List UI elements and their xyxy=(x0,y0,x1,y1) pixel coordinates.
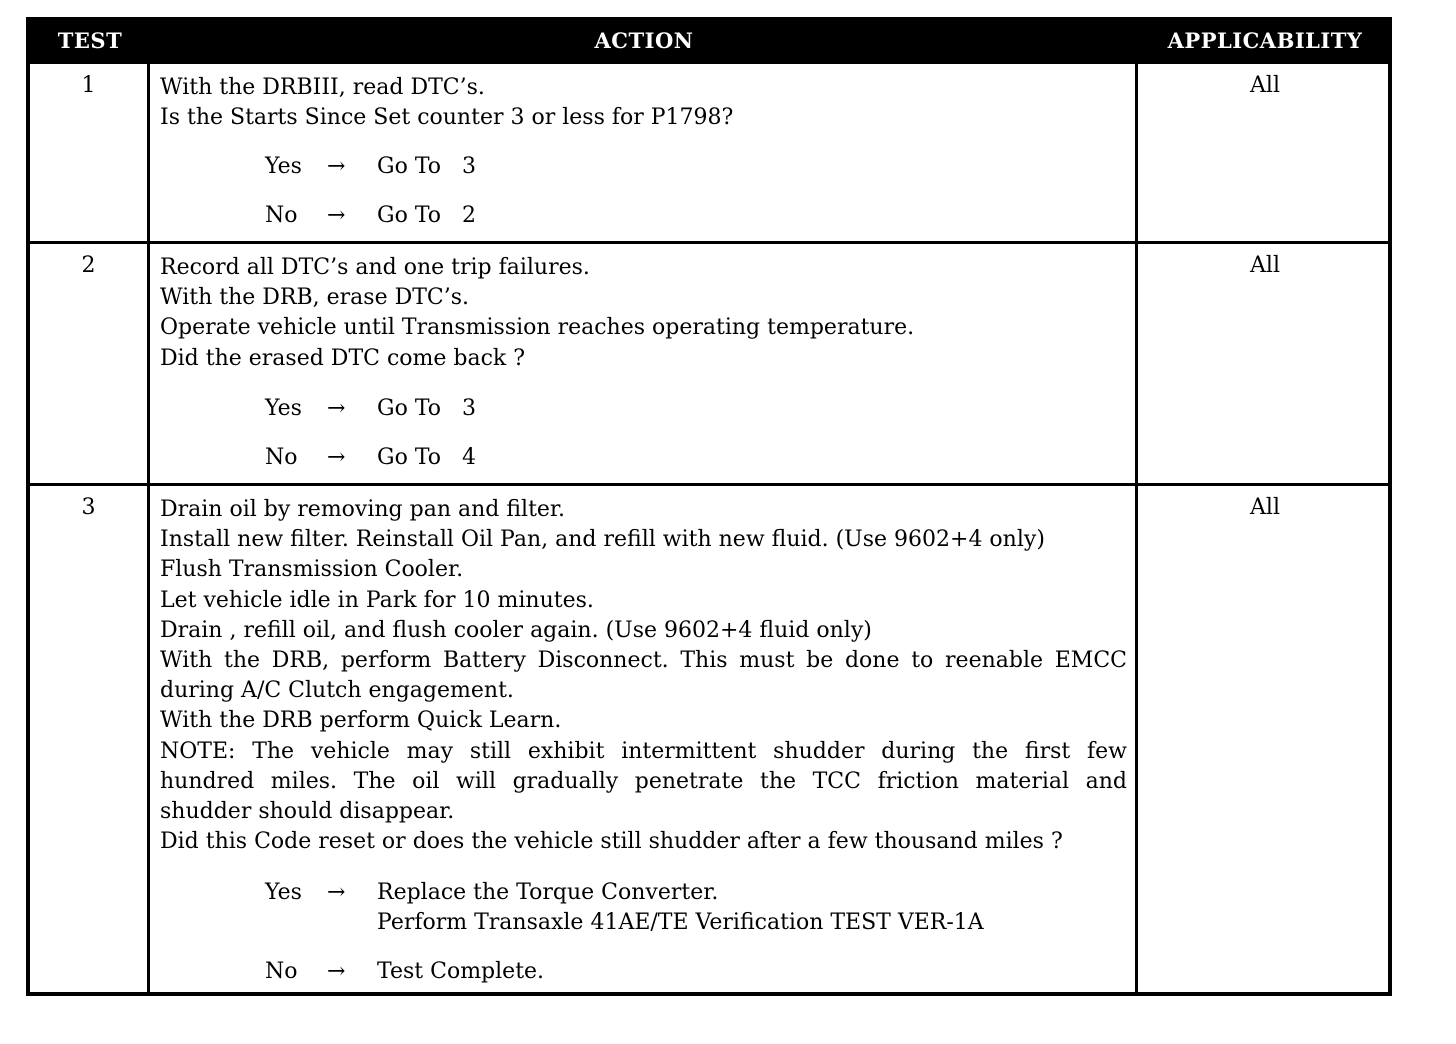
action-line: Did the erased DTC come back ? xyxy=(160,345,526,371)
action-line: Install new filter. Reinstall Oil Pan, and refill with new fluid. (Use 9602+4 only) xyxy=(160,527,1045,553)
applicability-cell xyxy=(1138,244,1392,486)
action-line: NOTE: The vehicle may still exhibit intermittent shudder during the first few xyxy=(160,738,1127,764)
action-line: hundred miles. The oil will gradually penetrate the TCC friction material and xyxy=(160,768,1127,794)
test-number-cell xyxy=(30,244,150,486)
action-line: With the DRB, perform Battery Disconnect. This must be done to reenable EMCC xyxy=(160,648,1127,674)
action-line: With the DRB perform Quick Learn. xyxy=(160,708,562,734)
action-line: during A/C Clutch engagement. xyxy=(160,678,514,704)
header-action: ACTION xyxy=(594,28,694,53)
action-line: With the DRB, erase DTC’s. xyxy=(160,285,470,311)
table-row xyxy=(30,483,1388,995)
header-test: TEST xyxy=(57,28,123,53)
answer-key: Yes xyxy=(265,396,302,421)
action-line: Operate vehicle until Transmission reaches operating temperature. xyxy=(160,315,915,341)
action-line: Drain oil by removing pan and filter. xyxy=(160,497,566,522)
answer-key: No xyxy=(265,445,298,470)
applicability-value: All xyxy=(1250,73,1280,98)
arrow-icon: → xyxy=(327,203,346,228)
header-applicability: APPLICABILITY xyxy=(1167,28,1363,53)
table-row xyxy=(30,61,1388,244)
answer-result: Replace the Torque Converter. xyxy=(377,880,719,905)
action-line: Did this Code reset or does the vehicle still shudder after a few thousand miles ? xyxy=(160,829,1063,855)
applicability-value: All xyxy=(1250,253,1280,278)
applicability-value: All xyxy=(1250,495,1280,520)
action-line: shudder should disappear. xyxy=(160,799,455,825)
test-number-cell xyxy=(30,64,150,244)
answer-result: Test Complete. xyxy=(377,959,545,984)
action-cell xyxy=(150,244,1138,486)
action-cell xyxy=(150,64,1138,244)
arrow-icon: → xyxy=(327,396,346,421)
arrow-icon: → xyxy=(327,154,346,179)
action-line: Let vehicle idle in Park for 10 minutes. xyxy=(160,587,594,613)
answer-result-line2: Perform Transaxle 41AE/TE Verification TEST VER-1A xyxy=(377,910,984,935)
answer-key: No xyxy=(265,203,298,228)
action-line: Is the Starts Since Set counter 3 or less for P1798? xyxy=(160,105,734,131)
table-row xyxy=(30,241,1388,486)
table-header xyxy=(30,21,1388,61)
action-line: Flush Transmission Cooler. xyxy=(160,557,464,583)
answer-result: Go To 2 xyxy=(377,203,476,228)
action-line: Record all DTC’s and one trip failures. xyxy=(160,255,590,280)
action-cell xyxy=(150,486,1138,995)
applicability-cell xyxy=(1138,486,1392,995)
test-number: 1 xyxy=(81,73,96,98)
answer-result: Go To 4 xyxy=(377,445,476,470)
test-number: 2 xyxy=(81,253,96,278)
applicability-cell xyxy=(1138,64,1392,244)
action-line: With the DRBIII, read DTC’s. xyxy=(160,75,485,100)
answer-key: No xyxy=(265,959,298,984)
arrow-icon: → xyxy=(327,959,346,984)
arrow-icon: → xyxy=(327,445,346,470)
test-number: 3 xyxy=(81,495,96,520)
answer-key: Yes xyxy=(265,154,302,179)
arrow-icon: → xyxy=(327,880,346,905)
action-line: Drain , refill oil, and flush cooler again. (Use 9602+4 fluid only) xyxy=(160,617,872,643)
answer-key: Yes xyxy=(265,880,302,905)
answer-result: Go To 3 xyxy=(377,154,476,179)
test-number-cell xyxy=(30,486,150,995)
diagnostic-table xyxy=(26,17,1392,996)
answer-result: Go To 3 xyxy=(377,396,476,421)
